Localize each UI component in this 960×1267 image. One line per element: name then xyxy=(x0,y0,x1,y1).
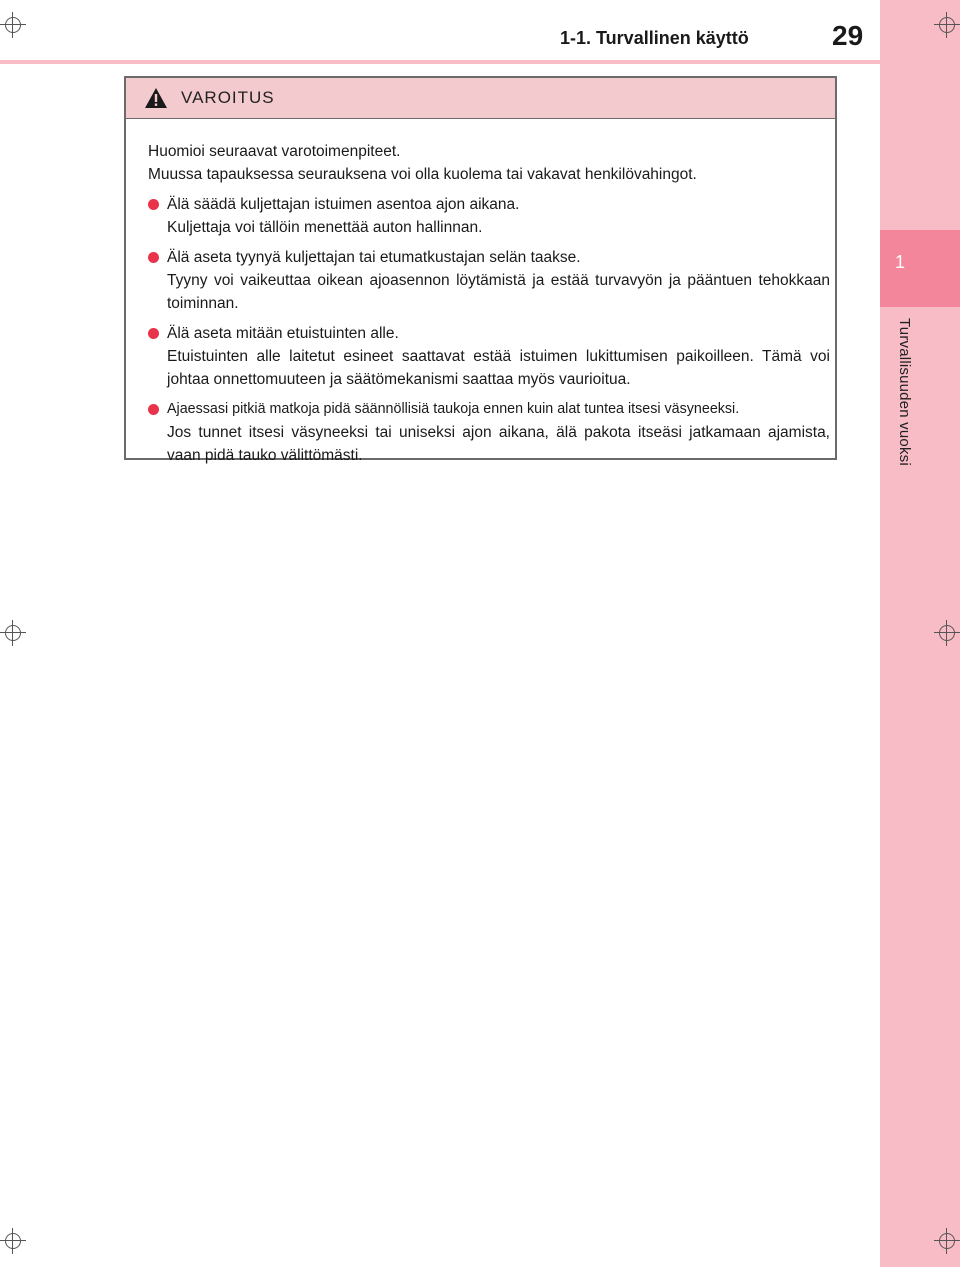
registration-mark-icon xyxy=(934,1228,960,1254)
bullet-icon xyxy=(148,328,159,339)
warning-item-head: Ajaessasi pitkiä matkoja pidä säännöllisiä taukoja ennen kuin alat tuntea itsesi väsyneeksi. xyxy=(167,401,740,417)
registration-mark-icon xyxy=(934,620,960,646)
chapter-label: Turvallisuuden vuoksi xyxy=(896,318,913,466)
header-rule xyxy=(0,60,880,64)
warning-list-item xyxy=(148,246,830,315)
warning-header xyxy=(126,78,835,119)
warning-intro-line: Huomioi seuraavat varotoimenpiteet. xyxy=(148,143,401,160)
warning-intro xyxy=(148,140,830,186)
registration-mark-icon xyxy=(0,12,26,38)
warning-list-item xyxy=(148,193,830,239)
warning-triangle-icon xyxy=(144,87,168,109)
page-number: 29 xyxy=(832,20,864,51)
warning-item-head: Älä aseta tyynyä kuljettajan tai etumatkustajan selän taakse. xyxy=(167,249,581,266)
warning-intro-line: Muussa tapauksessa seurauksena voi olla kuolema tai vakavat henkilövahingot. xyxy=(148,166,697,183)
warning-item-head: Älä aseta mitään etuistuinten alle. xyxy=(167,325,399,342)
warning-item-detail: Jos tunnet itsesi väsyneeksi tai uniseksi ajon aikana, älä pakota itseäsi jatkamaan ajamista, vaan pidä tauko välittömästi. xyxy=(167,424,830,464)
warning-item-detail: Tyyny voi vaikeuttaa oikean ajoasennon löytämistä ja estää turvavyön ja pääntuen tehokkaan toiminnan. xyxy=(167,272,830,312)
registration-mark-icon xyxy=(0,620,26,646)
bullet-icon xyxy=(148,252,159,263)
warning-item-detail: Etuistuinten alle laitetut esineet saattavat estää istuimen lukittumisen paikoilleen. Tämä voi johtaa onnettomuuteen ja säätömekanismi saattaa myös vaurioitua. xyxy=(167,348,830,388)
section-title: 1-1. Turvallinen käyttö xyxy=(560,28,749,48)
warning-list-item xyxy=(148,398,830,467)
bullet-icon xyxy=(148,404,159,415)
warning-list-item xyxy=(148,322,830,391)
chapter-number: 1 xyxy=(894,252,905,272)
registration-mark-icon xyxy=(934,12,960,38)
warning-box xyxy=(124,76,837,464)
registration-mark-icon xyxy=(0,1228,26,1254)
bullet-icon xyxy=(148,199,159,210)
warning-item-head: Älä säädä kuljettajan istuimen asentoa ajon aikana. xyxy=(167,196,520,213)
warning-body xyxy=(148,140,830,474)
warning-item-detail: Kuljettaja voi tällöin menettää auton hallinnan. xyxy=(167,219,483,236)
warning-title: VAROITUS xyxy=(181,88,275,107)
